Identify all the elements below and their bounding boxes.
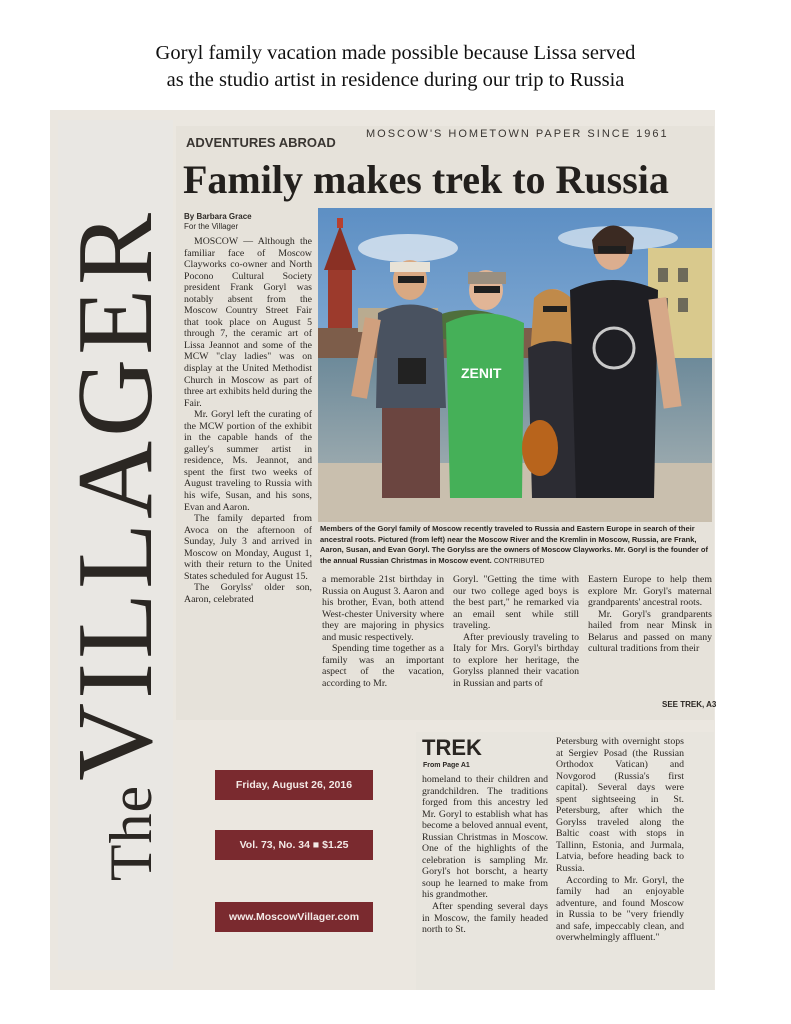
paragraph: After spending several days in Moscow, the family headed north to St. xyxy=(422,901,548,936)
family-photo-illustration xyxy=(318,208,712,522)
jump-reference: SEE TREK, A3 xyxy=(662,700,717,709)
paragraph: homeland to their children and grandchildren. The traditions forged from this ancestry led Mr. Goryl to establish what has become a beloved annual event, Russian Christmas in Moscow. One of the highlights of the celebration is sampling Mr. Goryl's hot borscht, a hearty soup he learned to make from his grandmother. xyxy=(422,774,548,901)
volume-box: Vol. 73, No. 34 ■ $1.25 xyxy=(215,830,373,860)
paragraph: Goryl. "Getting the time with our two college aged boys is the best part," he remarked via an email sent while still traveling. xyxy=(453,574,579,632)
photo-caption-text: Members of the Goryl family of Moscow recently traveled to Russia and Eastern Europe in search of their ancestral roots. Pictured (from left) near the Moscow River and the Kremlin in Moscow, Russia, are Frank, Aaron, Susan, and Evan Goryl. The Gorylss are the owners of Moscow Clayworks. Mr. Goryl is the founder of the annual Russian Christmas in Moscow event. xyxy=(320,524,709,565)
paper-tagline: MOSCOW'S HOMETOWN PAPER SINCE 1961 xyxy=(366,128,669,140)
caption-line-2: as the studio artist in residence during our trip to Russia xyxy=(166,69,625,91)
paragraph: Mr. Goryl's grandparents hailed from near Minsk in Belarus and passed on many cultural traditions from their xyxy=(588,608,712,655)
paragraph: After previously traveling to Italy for Mrs. Goryl's birthday to explore her heritage, the Gorylss planned their vacation in Russian and parts of xyxy=(453,631,579,689)
paragraph: a memorable 21st birthday in Russia on August 3. Aaron and his brother, Evan, both attend West-chester University where they are majoring in physics and music respectively. xyxy=(322,574,444,643)
paragraph: Petersburg with overnight stops at Sergiev Posad (the Russian Orthodox Vatican) and Novgorod (Russia's first capital). Several days were spent sightseeing in St. Petersburg, after which the Gorylss traveled along the Baltic coast with stops in Tallinn, Estonia, and Jurmala, Latvia, before heading back to Russia. xyxy=(556,736,684,875)
masthead-title xyxy=(58,95,173,995)
paragraph: Eastern Europe to help them explore Mr. Goryl's maternal grandparents' ancestral roots. xyxy=(588,574,712,609)
paragraph: The family departed from Avoca on the afternoon of Sunday, July 3 and arrived in Moscow on Monday, August 1, with their return to the United States scheduled for August 15. xyxy=(184,513,312,582)
byline-author: By Barbara Grace xyxy=(184,212,252,221)
masthead-the: The xyxy=(98,784,164,882)
paragraph: MOSCOW — Although the familiar face of Moscow Clayworks co-owner and North Pocono Cultural Society president Frank Goryl was notably absent from the Moscow Country Street Fair that took place on August 5 through 7, the ceramic art of Lissa Jeannot and some of the MCW "clay ladies" was on display at the United Methodist Church in Moscow as part of three art exhibits held during the Fair. xyxy=(184,236,312,409)
paragraph: The Gorylss' older son, Aaron, celebrated xyxy=(184,582,312,605)
section-label: ADVENTURES ABROAD xyxy=(186,135,336,150)
trek-from-page: From Page A1 xyxy=(423,762,470,769)
article-headline: Family makes trek to Russia xyxy=(183,157,669,202)
article-column-4 xyxy=(588,574,712,692)
trek-column-1 xyxy=(422,774,548,986)
article-column-2 xyxy=(322,574,444,714)
article-column-3 xyxy=(453,574,579,714)
article-column-1 xyxy=(184,236,312,716)
byline xyxy=(184,212,252,232)
photo-caption xyxy=(320,524,712,567)
issue-date-box: Friday, August 26, 2016 xyxy=(215,770,373,800)
svg-text:ZENIT: ZENIT xyxy=(461,365,502,381)
family-photo xyxy=(318,208,712,522)
trek-column-2 xyxy=(556,736,684,986)
caption-line-1: Goryl family vacation made possible because Lissa served xyxy=(155,42,636,64)
photo-credit: CONTRIBUTED xyxy=(493,557,545,565)
byline-org: For the Villager xyxy=(184,222,239,231)
paragraph: According to Mr. Goryl, the family had an enjoyable adventure, and found Moscow in Russia to be "very friendly and safe, impeccably clean, and overwhelmingly affluent." xyxy=(556,874,684,944)
masthead-villager: VILLAGER xyxy=(56,208,175,781)
website-box: www.MoscowVillager.com xyxy=(215,902,373,932)
masthead xyxy=(58,120,173,970)
page-caption xyxy=(40,40,751,94)
paragraph: Spending time together as a family was an important aspect of the vacation, according to Mr. xyxy=(322,643,444,689)
trek-title: TREK xyxy=(422,735,482,760)
paragraph: Mr. Goryl left the curating of the MCW portion of the exhibit in the capable hands of the galley's summer artist in residence, Ms. Jeannot, and spent the first two weeks of August traveling to Russia with his wife, Susan, and his sons, Evan and Aaron. xyxy=(184,409,312,513)
